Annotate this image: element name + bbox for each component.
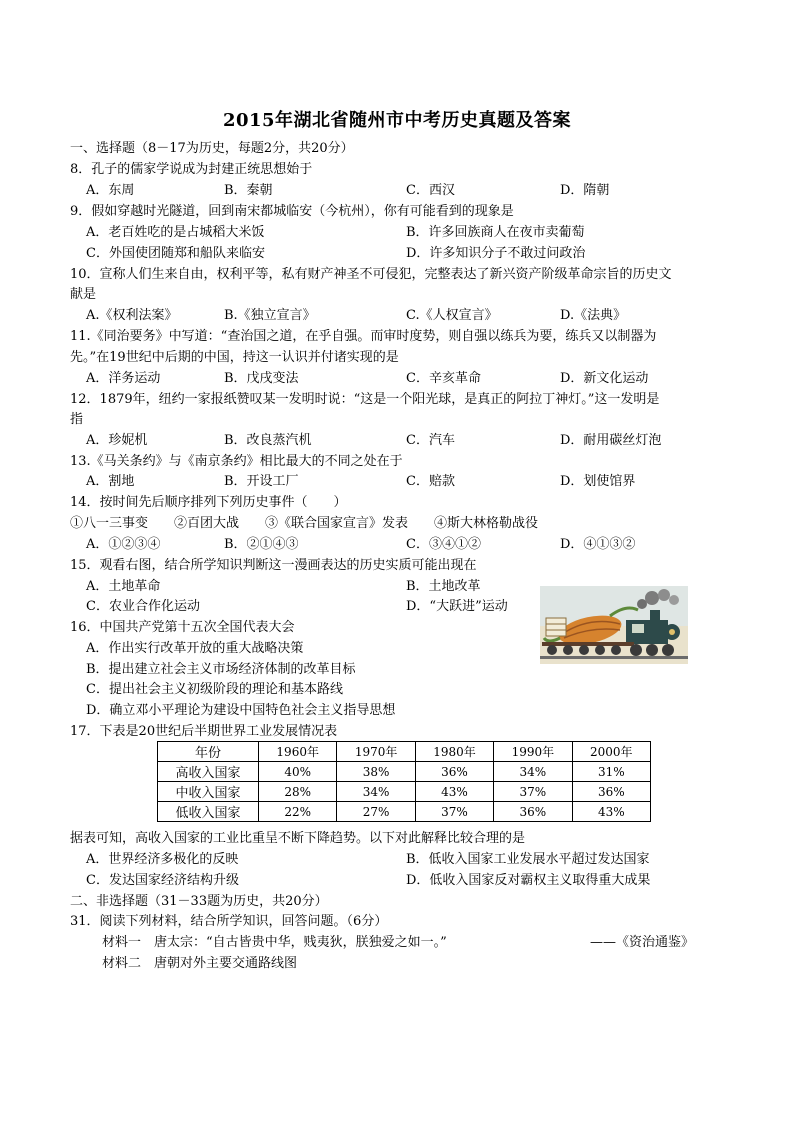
question-13-stem: 13.《马关条约》与《南京条约》相比最大的不同之处在于 bbox=[70, 454, 403, 469]
q10-option-b: B.《独立宣言》 bbox=[224, 308, 316, 323]
q11-option-b: B．戊戌变法 bbox=[224, 371, 299, 386]
table-row bbox=[158, 802, 651, 822]
q14-option-a: A．①②③④ bbox=[86, 537, 161, 552]
table-header-row bbox=[158, 742, 651, 762]
question-17-followup: 据表可知，高收入国家的工业比重呈不断下降趋势。以下对此解释比较合理的是 bbox=[70, 831, 526, 846]
q15-option-b: B．土地改革 bbox=[406, 579, 481, 594]
q12-option-b: B．改良蒸汽机 bbox=[224, 433, 312, 448]
table-cell: 22% bbox=[259, 802, 337, 822]
table-cell: 27% bbox=[337, 802, 415, 822]
q8-option-c: C．西汉 bbox=[406, 183, 455, 198]
q8-option-a: A．东周 bbox=[86, 183, 135, 198]
q13-option-d: D．划使馆界 bbox=[560, 474, 636, 489]
table-cell: 43% bbox=[572, 802, 650, 822]
question-11-stem: 11.《同治要务》中写道：“查治国之道，在乎自强。而审时度势，则自强以练兵为要，练兵又以制器为 bbox=[70, 329, 657, 344]
q10-option-c: C.《人权宣言》 bbox=[406, 308, 498, 323]
q14-option-b: B．②①④③ bbox=[224, 537, 299, 552]
question-8-stem: 8．孔子的儒家学说成为封建正统思想始于 bbox=[70, 162, 313, 177]
section-heading-1: 一、选择题（8－17为历史，每题2分，共20分） bbox=[70, 141, 354, 156]
q15-option-c: C．农业合作化运动 bbox=[86, 599, 200, 614]
question-31-stem: 31．阅读下列材料，结合所学知识，回答问题。（6分） bbox=[70, 914, 388, 929]
question-14-stem: 14．按时间先后顺序排列下列历史事件（ ） bbox=[70, 495, 347, 510]
q17-option-d: D．低收入国家反对霸权主义取得重大成果 bbox=[406, 873, 651, 888]
q13-option-c: C．赔款 bbox=[406, 474, 455, 489]
q31-material-1-source: ——《资治通鉴》 bbox=[590, 935, 695, 950]
table-cell: 36% bbox=[572, 782, 650, 802]
table-cell: 43% bbox=[415, 782, 493, 802]
q10-option-d: D.《法典》 bbox=[560, 308, 627, 323]
q17-option-b: B．低收入国家工业发展水平超过发达国家 bbox=[406, 852, 650, 867]
q17-option-c: C．发达国家经济结构升级 bbox=[86, 873, 239, 888]
table-header-cell: 1970年 bbox=[337, 742, 415, 762]
q13-option-b: B．开设工厂 bbox=[224, 474, 299, 489]
q17-option-a: A．世界经济多极化的反映 bbox=[86, 852, 239, 867]
q12-option-a: A．珍妮机 bbox=[86, 433, 148, 448]
q9-option-d: D．许多知识分子不敢过问政治 bbox=[406, 246, 586, 261]
q13-option-a: A．割地 bbox=[86, 474, 135, 489]
q15-option-d: D．“大跃进”运动 bbox=[406, 599, 508, 614]
question-12-stem-cont: 指 bbox=[70, 412, 84, 427]
table-cell: 低收入国家 bbox=[158, 802, 259, 822]
q11-option-c: C．辛亥革命 bbox=[406, 371, 481, 386]
question-10-stem-cont: 献是 bbox=[70, 287, 97, 302]
table-cell: 36% bbox=[494, 802, 572, 822]
table-header-cell: 1960年 bbox=[259, 742, 337, 762]
question-17-stem: 17．下表是20世纪后半期世界工业发展情况表 bbox=[70, 724, 338, 739]
q31-material-1: 材料一 唐太宗：“自古皆贵中华，贱夷狄，朕独爱之如一。” bbox=[102, 935, 447, 950]
table-cell: 40% bbox=[259, 762, 337, 782]
q16-option-a: A．作出实行改革开放的重大战略决策 bbox=[86, 641, 304, 656]
table-cell: 31% bbox=[572, 762, 650, 782]
question-15-stem: 15．观看右图，结合所学知识判断这一漫画表达的历史实质可能出现在 bbox=[70, 558, 477, 573]
q16-option-d: D．确立邓小平理论为建设中国特色社会主义指导思想 bbox=[86, 703, 396, 718]
table-cell: 34% bbox=[337, 782, 415, 802]
rail-track bbox=[540, 656, 688, 659]
table-header-cell: 1980年 bbox=[415, 742, 493, 762]
table-header-cell: 年份 bbox=[158, 742, 259, 762]
flatcar bbox=[542, 642, 634, 646]
table-cell: 37% bbox=[494, 782, 572, 802]
table-cell: 中收入国家 bbox=[158, 782, 259, 802]
q8-option-d: D．隋朝 bbox=[560, 183, 610, 198]
section-heading-2: 二、非选择题（31－33题为历史，共20分） bbox=[70, 894, 328, 909]
q8-option-b: B．秦朝 bbox=[224, 183, 273, 198]
q11-option-d: D．新文化运动 bbox=[560, 371, 649, 386]
q14-option-d: D．④①③② bbox=[560, 537, 636, 552]
cartoon-illustration bbox=[540, 586, 688, 664]
q12-option-d: D．耐用碳丝灯泡 bbox=[560, 433, 662, 448]
table-cell: 38% bbox=[337, 762, 415, 782]
question-16-stem: 16．中国共产党第十五次全国代表大会 bbox=[70, 620, 295, 635]
table-cell: 36% bbox=[415, 762, 493, 782]
table-header-cell: 2000年 bbox=[572, 742, 650, 762]
table-cell: 34% bbox=[494, 762, 572, 782]
q12-option-c: C．汽车 bbox=[406, 433, 455, 448]
q9-option-c: C．外国使团随郑和船队来临安 bbox=[86, 246, 265, 261]
cotton-bundle-icon bbox=[546, 618, 566, 636]
table-header-cell: 1990年 bbox=[494, 742, 572, 762]
q16-option-b: B．提出建立社会主义市场经济体制的改革目标 bbox=[86, 662, 356, 677]
q9-option-b: B．许多回族商人在夜市卖葡萄 bbox=[406, 225, 585, 240]
q31-material-2: 材料二 唐朝对外主要交通路线图 bbox=[102, 956, 298, 971]
question-11-stem-cont: 先。”在19世纪中后期的中国，持这一认识并付诸实现的是 bbox=[70, 350, 399, 365]
q9-option-a: A．老百姓吃的是占城稻大米饭 bbox=[86, 225, 265, 240]
page-title: 2015年湖北省随州市中考历史真题及答案 bbox=[222, 110, 572, 131]
table-cell: 37% bbox=[415, 802, 493, 822]
q11-option-a: A．洋务运动 bbox=[86, 371, 161, 386]
q14-option-c: C．③④①② bbox=[406, 537, 481, 552]
q15-option-a: A．土地革命 bbox=[86, 579, 161, 594]
industry-table bbox=[157, 741, 651, 822]
question-10-stem: 10．宣称人们生来自由，权利平等，私有财产神圣不可侵犯，完整表达了新兴资产阶级革命宗旨的历史文 bbox=[70, 267, 672, 282]
question-9-stem: 9．假如穿越时光隧道，回到南宋都城临安（今杭州），你有可能看到的现象是 bbox=[70, 204, 514, 219]
q16-option-c: C．提出社会主义初级阶段的理论和基本路线 bbox=[86, 682, 343, 697]
table-cell: 28% bbox=[259, 782, 337, 802]
question-14-events: ①八一三事变 ②百团大战 ③《联合国家宣言》发表 ④斯大林格勒战役 bbox=[70, 516, 539, 531]
table-row bbox=[158, 782, 651, 802]
question-12-stem: 12．1879年，纽约一家报纸赞叹某一发明时说：“这是一个阳光球，是真正的阿拉丁神灯。”这一发明是 bbox=[70, 392, 660, 407]
table-row bbox=[158, 762, 651, 782]
table-cell: 高收入国家 bbox=[158, 762, 259, 782]
q10-option-a: A.《权利法案》 bbox=[86, 308, 178, 323]
